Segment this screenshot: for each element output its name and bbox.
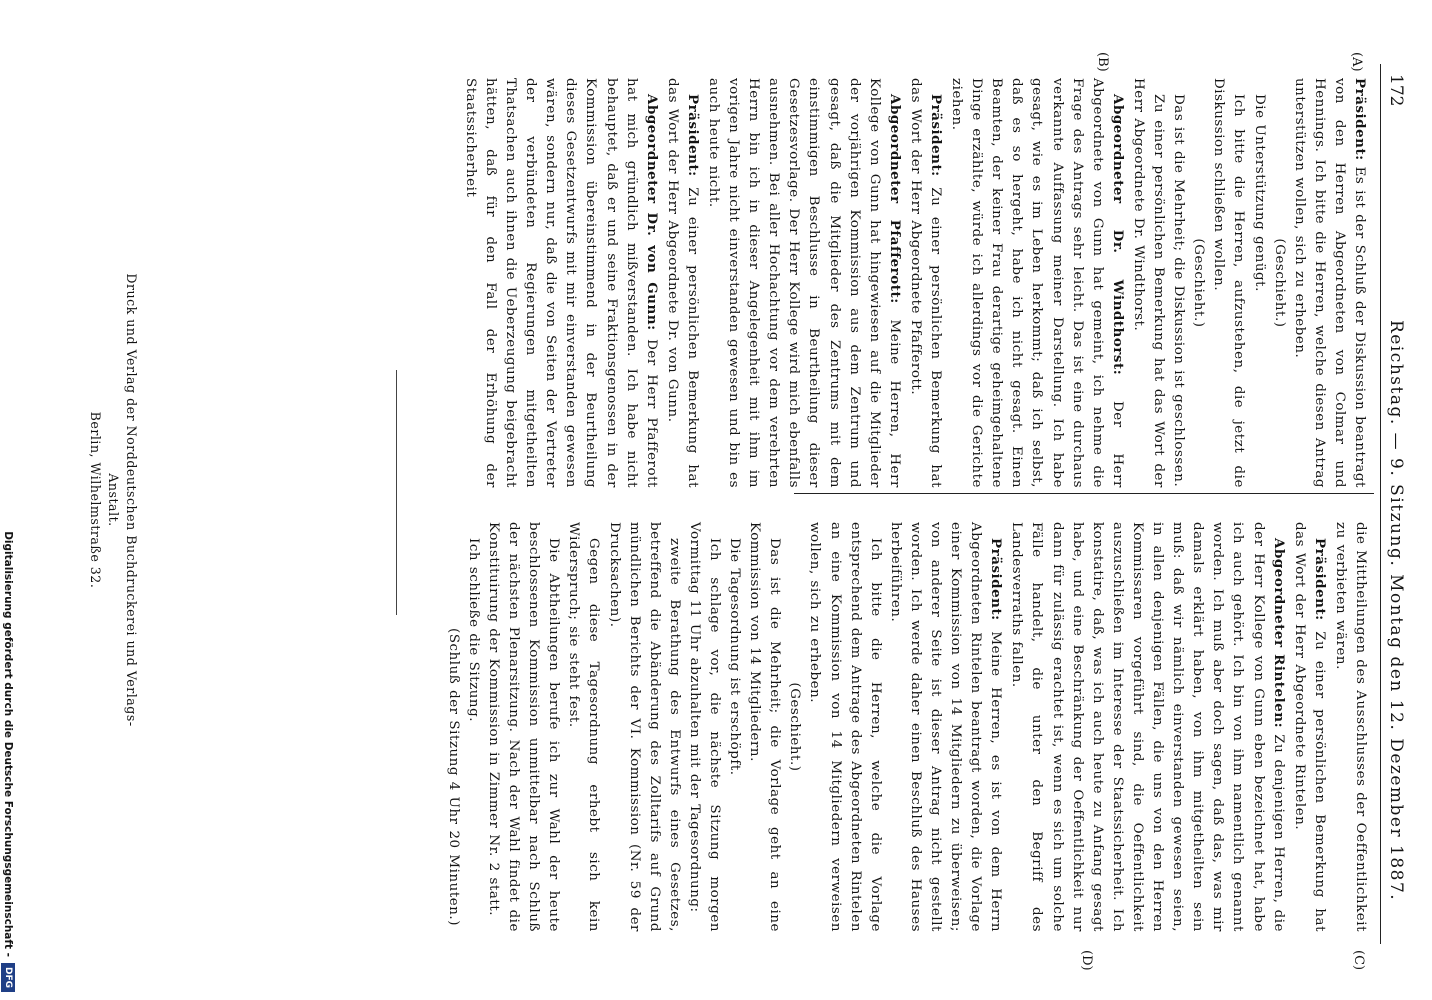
speaker-name: Präsident:	[1311, 538, 1328, 621]
speaker-name: Abgeordneter Pfafferott:	[886, 94, 903, 304]
paragraph-text: Ich schließe die Sitzung.	[465, 538, 481, 723]
paragraph-text: Zu einer persönlichen Bemerkung hat das Wort der Herr Abgeordnete Dr. von Gunn.	[664, 78, 700, 489]
paragraph-text: Gegen diese Tagesordnung erhebt sich kein Widerspruch; sie steht fest.	[566, 522, 602, 932]
speaker-name: Abgeordneter Dr. von Gunn:	[643, 94, 660, 331]
right-column-paragraph	[443, 522, 463, 932]
left-column-paragraph	[703, 78, 905, 488]
speaker-name: Abgeordneter Dr. Windthorst:	[1109, 94, 1126, 376]
paragraph-text: Die Unterstützung genügt.	[1251, 94, 1267, 292]
paragraph-text: Das ist die Mehrheit; die Vorlage geht an eine Kommission von 14 Mitgliedern.	[747, 522, 783, 932]
paragraph-text: Ich bitte die Herren, welche die Vorlage entsprechend dem Antrage des Abgeordneten Rintelen an eine Kommission von 14 Mitgliedern verweisen wollen, sich zu erheben.	[807, 522, 883, 932]
text-column-left	[460, 78, 1370, 488]
speaker-name: Präsident:	[1352, 78, 1368, 161]
right-column-paragraph	[1006, 522, 1288, 932]
imprint-line-2: Berlin, Wilhelmstraße 32.	[88, 411, 103, 589]
speaker-name: Abgeordneter Rintelen:	[1270, 538, 1287, 729]
right-column-paragraph	[744, 522, 784, 932]
left-column-paragraph	[905, 78, 946, 488]
paragraph-text: die Mittheilungen des Ausschlusses der Oeffentlichkeit zu verbieten wären.	[1332, 522, 1368, 933]
paragraph-text: Ich schlage vor, die nächste Sitzung morgen Vormittag 11 Uhr abzuhalten mit der Tagesordnung:	[686, 522, 722, 932]
left-column-paragraph	[662, 78, 703, 488]
margin-marker-c: (C)	[1351, 950, 1366, 971]
paragraph-text: (Geschieht.)	[1191, 238, 1207, 328]
paragraph-text: Zu denjenigen Herren, die der Herr Kollege von Gunn eben bezeichnet hat, habe ich auch gehört. Ich bin von ihm namentlich genannt worden. Ich muß aber doch sagen, daß das, was mir damals erklärt haben, von ihm mitgetheilten sein muß: daß wir nämlich einverstanden gewesen seien, in allen denjenigen Fällen, die uns von den Herren Kommissaren vorgeführt sind, die Oeffentlichkeit auszuschließen im Interesse der Staatssicherheit. Ich konstatire, daß, was ich auch heute zu Anfang gesagt habe, und eine Beschränkung der Oeffentlichkeit nur dann für zulässig erachtet ist, wenn es sich um solche Fälle handelt, die unter den Begriff des Landesverraths fallen.	[1009, 522, 1286, 932]
column-divider	[794, 493, 1374, 494]
paragraph-text: zweite Berathung des Entwurfs eines Gesetzes, betreffend die Abänderung des Zolltarifs auf Grund mündlichen Berichts der VI. Kommission (Nr. 59 der Drucksachen).	[606, 522, 682, 932]
left-column-paragraph	[1208, 78, 1248, 488]
paragraph-text: Meine Herren, es ist von dem Herrn Abgeordneten Rintelen beantragt worden, die Vorlage einer Kommission von 14 Mitgliedern zu überweisen; von anderer Seite ist dieser Antrag nicht gestellt worden. Ich werde daher einen Beschluß des Hauses herbeiführen.	[887, 522, 1004, 932]
margin-marker-a: (A)	[1349, 52, 1364, 72]
right-column-paragraph	[724, 522, 744, 932]
paragraph-text: Zu einer persönlichen Bemerkung hat das Wort der Herr Abgeordnete Pfafferott.	[907, 78, 944, 489]
paragraph-text: Das ist die Mehrheit; die Diskussion ist geschlossen.	[1171, 94, 1187, 488]
paragraph-text: Zu einer persönlichen Bemerkung hat das Wort der Herr Abgeordnete Dr. Windthorst.	[1130, 78, 1167, 488]
printer-imprint	[86, 270, 140, 730]
paragraph-text: (Geschieht.)	[787, 682, 803, 772]
paragraph-text: Es ist der Schluß der Diskussion beantragt von den Herren Abgeordneten von Colmar und Hennings. Ich bitte die Herren, welche diesen Antrag unterstützen wollen, sich zu erheben.	[1291, 78, 1367, 488]
imprint-line-1: Druck und Verlag der Norddeutschen Buchdruckerei und Verlags-Anstalt.	[106, 273, 139, 727]
left-column-paragraph	[1128, 78, 1168, 488]
right-column-paragraph	[603, 522, 683, 932]
left-column-paragraph	[460, 78, 662, 488]
paragraph-text: (Schluß der Sitzung 4 Uhr 20 Minuten.)	[445, 628, 461, 926]
right-column-paragraph	[1330, 522, 1370, 932]
paragraph-text: Meine Herren, Herr Kollege von Gunn hat hingewiesen auf die Mitglieder der vorjährigen Kommission aus dem Zentrum und gesagt, daß die Mitglieder des Zentrums mit dem einstimmigen Beschlusse in Beurtheilung dieser Gesetzesvorlage. Der Herr Kollege wird mich ebenfalls ausnehmen. Bei aller Hochachtung vor dem verehrten Herrn bin ich in dieser Angelegenheit mit ihm im vorigen Jahre nicht einverstanden gewesen und bin es auch heute nicht.	[706, 78, 902, 488]
right-column-paragraph	[463, 522, 483, 932]
paragraph-text: Zu einer persönlichen Bemerkung hat das Wort der Herr Abgeordnete Rintelen.	[1291, 522, 1327, 933]
right-column-paragraph	[483, 522, 563, 932]
paragraph-text: Der Herr Pfafferott hat mich gründlich mißverstanden. Ich habe nicht behauptet, daß er und seine Fraktionsgenossen in der Kommission übereinstimmend in der Beurtheilung dieses Gesetzentwurfs mit mir einverstanden gewesen wären, sondern nur, daß die von Seiten der Vertreter der verbündeten Regierungen mitgetheilten Thatsachen auch ihnen die Ueberzeugung beigebracht hätten, daß für den Fall der Erhöhung der Staatssicherheit	[462, 78, 659, 488]
header-rule	[1380, 64, 1381, 944]
dfg-logo-badge: DFG	[1, 963, 15, 992]
digitization-credit	[0, 0, 16, 992]
left-column-paragraph	[1269, 78, 1289, 488]
margin-marker-d: (D)	[1079, 950, 1094, 971]
paragraph-text: Die Abtheilungen berufe ich zur Wahl der heute beschlossenen Kommission unmittelbar nach Schluß der nächsten Plenarsitzung. Nach der Wahl findet die Konstituirung der Kommission in Zimmer Nr. 2 statt.	[485, 522, 562, 932]
page-number: 172	[1386, 74, 1406, 107]
speaker-name: Präsident:	[928, 94, 945, 177]
left-column-paragraph	[1188, 78, 1208, 488]
paragraph-text: Ich bitte die Herren, aufzustehen, die jetzt die Diskussion schließen wollen.	[1211, 78, 1247, 488]
margin-marker-b: (B)	[1095, 52, 1110, 72]
running-head: Reichstag. — 9. Sitzung. Montag den 12. Dezember 1887.	[1386, 320, 1406, 902]
paragraph-text: Der Herr Abgeordnete von Gunn hat gemeint, ich nehme die Frage des Antrags sehr leicht. Das ist eine durchaus verkannte Auffassung meiner Darstellung. Ich habe gesagt, wie es im Leben herkommt; daß ich selbst, daß es so hergeht, habe ich nicht gesagt. Einen Beamten, der keiner Frau derartige geheimgehaltene Dinge erzählte, würde ich allerdings vor die Gerichte ziehen.	[949, 78, 1125, 489]
right-column-paragraph	[563, 522, 603, 932]
right-column-paragraph	[804, 522, 884, 932]
paragraph-text: (Geschieht.)	[1271, 238, 1287, 328]
credit-text: Digitalisierung gefördert durch die Deutsche Forschungsgemeinschaft -	[2, 531, 14, 957]
separator-rule	[396, 370, 397, 615]
speaker-name: Präsident:	[988, 538, 1005, 621]
text-column-right	[443, 522, 1370, 932]
left-column-paragraph	[1168, 78, 1188, 488]
left-column-paragraph	[946, 78, 1128, 488]
right-column-paragraph	[784, 522, 804, 932]
right-column-paragraph	[684, 522, 724, 932]
speaker-name: Präsident:	[684, 94, 701, 177]
right-column-paragraph	[885, 522, 1007, 932]
paragraph-text: Die Tagesordnung ist erschöpft.	[727, 538, 743, 776]
left-column-paragraph	[1248, 78, 1268, 488]
right-column-paragraph	[1289, 522, 1330, 932]
left-column-paragraph	[1289, 78, 1370, 488]
